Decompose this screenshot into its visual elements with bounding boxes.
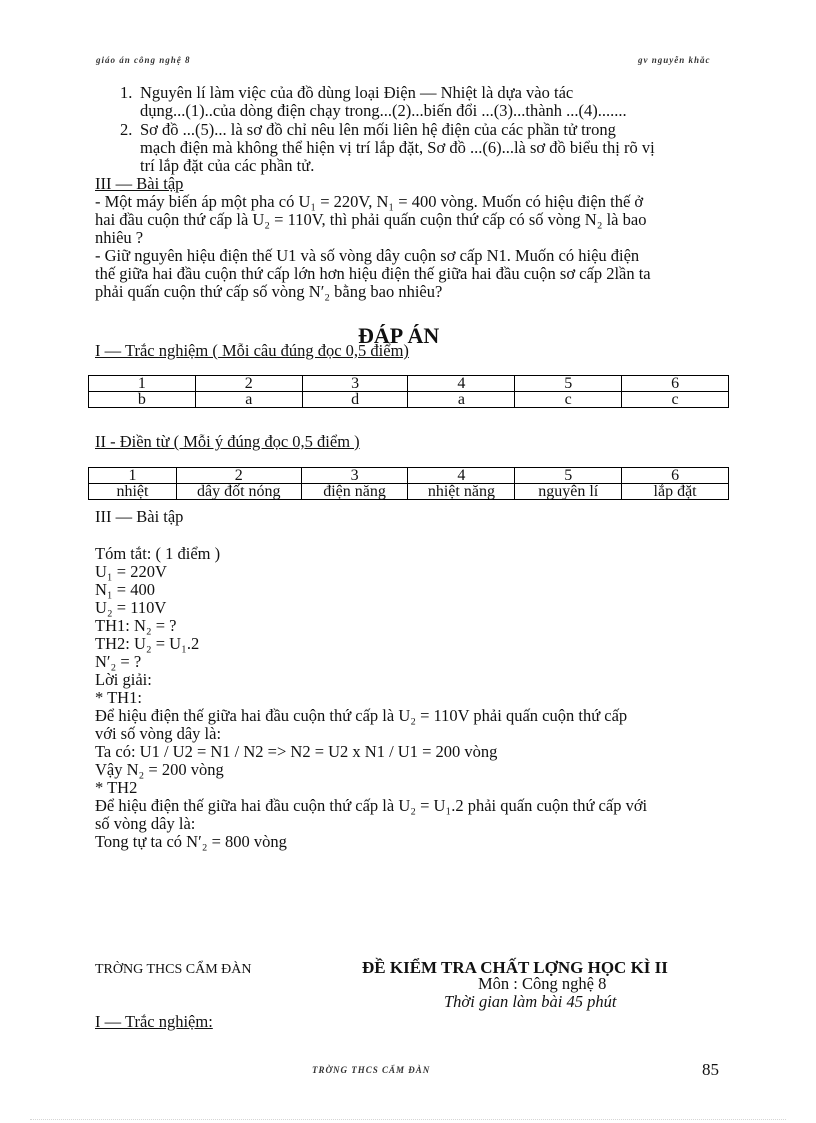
solution-line: N′₂ = ?: [95, 652, 142, 671]
answer-section2-heading: II - Điền từ ( Mỗi ý đúng đọc 0,5 điểm ): [95, 432, 360, 451]
solution-line: TH2: U₂ = U₁.2: [95, 634, 200, 653]
solution-line: Tong tự ta có N′₂ = 800 vòng: [95, 832, 287, 851]
table-cell: 5: [515, 376, 622, 392]
table-cell: b: [89, 392, 196, 408]
table-cell: 5: [515, 468, 622, 484]
exercise-line: - Một máy biến áp một pha có U₁ = 220V, N₁ = 400 vòng. Muốn có hiệu điện thế ở: [95, 192, 644, 211]
solution-line: * TH1:: [95, 688, 142, 707]
table-cell: nhiệt năng: [408, 484, 515, 500]
table-cell: c: [622, 392, 729, 408]
solution-line: TH1: N₂ = ?: [95, 616, 177, 635]
table-header-row: [89, 376, 729, 392]
exercise-line: thế giữa hai đầu cuộn thứ cấp lớn hơn hiệu điện thế giữa hai đầu cuộn sơ cấp 2lần ta: [95, 264, 651, 283]
solution-line: với số vòng dây là:: [95, 724, 222, 743]
table-cell: 2: [195, 376, 302, 392]
answer-table-fill-in: [88, 467, 729, 500]
question-line: dụng...(1)..của dòng điện chạy trong...(2)...biến đổi ...(3)...thành ...(4).......: [140, 101, 627, 120]
answer-section3-heading: III — Bài tập: [95, 507, 184, 526]
table-cell: nguyên lí: [515, 484, 622, 500]
solution-line: U₁ = 220V: [95, 562, 167, 581]
exercise-line: nhiêu ?: [95, 228, 144, 247]
table-cell: 6: [622, 468, 729, 484]
table-cell: 1: [89, 376, 196, 392]
answer-section1-heading: I — Trắc nghiệm ( Mỗi câu đúng đọc 0,5 điểm): [95, 341, 409, 360]
table-cell: d: [302, 392, 408, 408]
table-cell: dây đốt nóng: [176, 484, 301, 500]
table-cell: 2: [176, 468, 301, 484]
table-cell: a: [408, 392, 515, 408]
table-cell: 6: [622, 376, 729, 392]
table-cell: 1: [89, 468, 177, 484]
solution-line: N₁ = 400: [95, 580, 155, 599]
exercise-line: hai đầu cuộn thứ cấp là U₂ = 110V, thì phải quấn cuộn thứ cấp có số vòng N₂ là bao: [95, 210, 647, 229]
question-line: trí lắp đặt của các phần tử.: [140, 156, 315, 175]
table-cell: a: [195, 392, 302, 408]
solution-line: Ta có: U1 / U2 = N1 / N2 => N2 = U2 x N1 / U1 = 200 vòng: [95, 742, 498, 761]
table-header-row: [89, 468, 729, 484]
table-cell: 3: [301, 468, 408, 484]
solution-line: số vòng dây là:: [95, 814, 196, 833]
table-cell: điện năng: [301, 484, 408, 500]
exam-section1-heading: I — Trắc nghiệm:: [95, 1012, 213, 1031]
table-cell: 3: [302, 376, 408, 392]
exercise-line: phải quấn cuộn thứ cấp số vòng N′₂ bằng bao nhiêu?: [95, 282, 443, 301]
page-header-left: giáo án công nghệ 8: [96, 55, 191, 65]
table-cell: 4: [408, 376, 515, 392]
question-line: Nguyên lí làm việc của đồ dùng loại Điện — Nhiệt là dựa vào tác: [140, 83, 574, 102]
solution-line: * TH2: [95, 778, 138, 797]
exam-subject: Môn : Công nghệ 8: [478, 974, 607, 993]
question-line: mạch điện mà không thể hiện vị trí lắp đặt, Sơ đồ ...(6)...là sơ đồ biểu thị rõ vị: [140, 138, 655, 157]
school-name: TRỜNG THCS CẨM ĐÀN: [95, 962, 252, 977]
solution-line: Vậy N₂ = 200 vòng: [95, 760, 224, 779]
solution-line: Lời giải:: [95, 670, 152, 689]
table-cell: c: [515, 392, 622, 408]
exam-time: Thời gian làm bài 45 phút: [444, 992, 617, 1011]
page-divider: [30, 1119, 786, 1120]
table-cell: 4: [408, 468, 515, 484]
exercise-heading: III — Bài tập: [95, 174, 184, 193]
answer-table-multiple-choice: [88, 375, 729, 408]
question-number: 2.: [120, 120, 133, 139]
table-row: [89, 484, 729, 500]
page-number: 85: [702, 1060, 719, 1079]
answer-title: ĐÁP ÁN: [358, 323, 440, 348]
solution-line: U₂ = 110V: [95, 598, 167, 617]
solution-line: Để hiệu điện thế giữa hai đầu cuộn thứ cấp là U₂ = 110V phải quấn cuộn thứ cấp: [95, 706, 628, 725]
exam-title: ĐỀ KIỂM TRA CHẤT LỢNG HỌC KÌ II: [362, 958, 668, 977]
page-footer-school: TRỜNG THCS CẨM ĐÀN: [312, 1065, 431, 1075]
exercise-line: - Giữ nguyên hiệu điện thế U1 và số vòng dây cuộn sơ cấp N1. Muốn có hiệu điện: [95, 246, 640, 265]
question-line: Sơ đồ ...(5)... là sơ đồ chỉ nêu lên mối liên hệ điện của các phần tử trong: [140, 120, 616, 139]
page-header-right: gv nguyễn khắc: [638, 55, 711, 65]
table-row: [89, 392, 729, 408]
solution-line: Để hiệu điện thế giữa hai đầu cuộn thứ cấp là U₂ = U₁.2 phải quấn cuộn thứ cấp với: [95, 796, 648, 815]
table-cell: nhiệt: [89, 484, 177, 500]
solution-line: Tóm tắt: ( 1 điểm ): [95, 544, 221, 563]
question-number: 1.: [120, 83, 133, 102]
table-cell: lắp đặt: [622, 484, 729, 500]
